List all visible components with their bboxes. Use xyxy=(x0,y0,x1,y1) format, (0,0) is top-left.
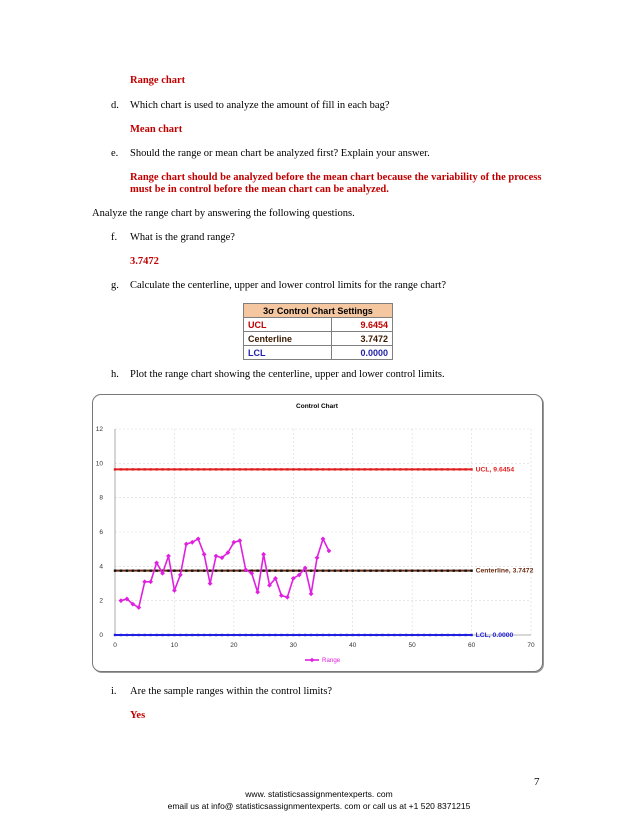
ucl-marker xyxy=(144,468,146,470)
lcl-marker xyxy=(132,634,134,636)
range-point xyxy=(142,579,147,584)
centerline-marker xyxy=(322,569,324,571)
lcl-label: LCL xyxy=(244,346,332,360)
centerline-label: Centerline, 3.7472 xyxy=(475,567,534,575)
lcl-marker xyxy=(149,634,151,636)
range-point xyxy=(255,590,260,595)
x-tick-label: 0 xyxy=(113,642,117,649)
ucl-marker xyxy=(268,468,270,470)
lcl-marker xyxy=(138,634,140,636)
range-point xyxy=(315,555,320,560)
centerline-marker xyxy=(399,569,401,571)
centerline-value: 3.7472 xyxy=(332,332,393,346)
ucl-marker xyxy=(441,468,443,470)
question-f-label: f. xyxy=(111,232,118,243)
ucl-marker xyxy=(256,468,258,470)
centerline-marker xyxy=(197,569,199,571)
range-point xyxy=(172,588,177,593)
ucl-marker xyxy=(464,468,466,470)
centerline-marker xyxy=(233,569,235,571)
ucl-marker xyxy=(447,468,449,470)
centerline-marker xyxy=(138,569,140,571)
lcl-marker xyxy=(453,634,455,636)
section-intro: Analyze the range chart by answering the following questions. xyxy=(92,208,355,219)
ucl-marker xyxy=(120,468,122,470)
centerline-marker xyxy=(387,569,389,571)
lcl-marker xyxy=(447,634,449,636)
ucl-marker xyxy=(286,468,288,470)
centerline-marker xyxy=(292,569,294,571)
centerline-marker xyxy=(209,569,211,571)
range-point xyxy=(119,598,124,603)
ucl-marker xyxy=(191,468,193,470)
question-i: Are the sample ranges within the control limits? xyxy=(130,686,333,697)
x-tick-label: 50 xyxy=(408,642,416,649)
lcl-marker xyxy=(423,634,425,636)
x-tick-label: 40 xyxy=(349,642,357,649)
lcl-marker xyxy=(209,634,211,636)
centerline-marker xyxy=(369,569,371,571)
centerline-marker xyxy=(114,569,116,571)
centerline-marker xyxy=(441,569,443,571)
lcl-marker xyxy=(126,634,128,636)
question-h-label: h. xyxy=(111,369,119,380)
lcl-marker xyxy=(304,634,306,636)
x-tick-label: 20 xyxy=(230,642,238,649)
centerline-marker xyxy=(334,569,336,571)
ucl-marker xyxy=(280,468,282,470)
lcl-marker xyxy=(286,634,288,636)
ucl-marker xyxy=(411,468,413,470)
ucl-marker xyxy=(179,468,181,470)
centerline-marker xyxy=(274,569,276,571)
ucl-marker xyxy=(304,468,306,470)
lcl-marker xyxy=(215,634,217,636)
y-tick-label: 0 xyxy=(99,632,103,639)
lcl-marker xyxy=(179,634,181,636)
ucl-marker xyxy=(352,468,354,470)
centerline-marker xyxy=(316,569,318,571)
ucl-marker xyxy=(405,468,407,470)
control-chart-frame xyxy=(92,394,543,672)
y-tick-label: 10 xyxy=(95,460,103,468)
centerline-marker xyxy=(340,569,342,571)
ucl-label: UCL xyxy=(244,318,332,332)
question-d: Which chart is used to analyze the amount of fill in each bag? xyxy=(130,100,390,111)
range-series-line xyxy=(121,539,329,608)
lcl-marker xyxy=(203,634,205,636)
ucl-marker xyxy=(221,468,223,470)
lcl-marker xyxy=(334,634,336,636)
centerline-marker xyxy=(120,569,122,571)
centerline-marker xyxy=(405,569,407,571)
lcl-value: 0.0000 xyxy=(332,346,393,360)
ucl-marker xyxy=(453,468,455,470)
lcl-marker xyxy=(316,634,318,636)
ucl-marker xyxy=(381,468,383,470)
ucl-marker xyxy=(423,468,425,470)
ucl-value: 9.6454 xyxy=(332,318,393,332)
ucl-marker xyxy=(132,468,134,470)
centerline-label: Centerline xyxy=(244,332,332,346)
lcl-marker xyxy=(256,634,258,636)
ucl-marker xyxy=(203,468,205,470)
centerline-marker xyxy=(262,569,264,571)
centerline-marker xyxy=(185,569,187,571)
lcl-marker xyxy=(363,634,365,636)
range-point xyxy=(202,552,207,557)
ucl-marker xyxy=(346,468,348,470)
lcl-marker xyxy=(357,634,359,636)
centerline-marker xyxy=(328,569,330,571)
centerline-marker xyxy=(411,569,413,571)
y-tick-label: 6 xyxy=(99,529,103,536)
range-point xyxy=(309,591,314,596)
centerline-marker xyxy=(417,569,419,571)
settings-table-title: 3σ Control Chart Settings xyxy=(244,304,393,318)
question-f: What is the grand range? xyxy=(130,232,235,243)
footer-contact: email us at info@ statisticsassignmentexperts. com or call us at +1 520 8371215 xyxy=(167,801,471,811)
lcl-marker xyxy=(280,634,282,636)
ucl-marker xyxy=(310,468,312,470)
ucl-marker xyxy=(126,468,128,470)
centerline-marker xyxy=(393,569,395,571)
chart-title: Control Chart xyxy=(296,403,338,410)
ucl-marker xyxy=(417,468,419,470)
lcl-marker xyxy=(292,634,294,636)
ucl-marker xyxy=(470,468,472,470)
lcl-marker xyxy=(233,634,235,636)
lcl-marker xyxy=(191,634,193,636)
range-point xyxy=(148,579,153,584)
ucl-marker xyxy=(197,468,199,470)
lcl-marker xyxy=(387,634,389,636)
centerline-marker xyxy=(352,569,354,571)
ucl-marker xyxy=(250,468,252,470)
ucl-marker xyxy=(185,468,187,470)
lcl-marker xyxy=(405,634,407,636)
x-tick-label: 60 xyxy=(467,642,476,649)
ucl-marker xyxy=(233,468,235,470)
legend-marker xyxy=(310,658,314,662)
x-tick-label: 70 xyxy=(527,642,535,649)
ucl-marker xyxy=(215,468,217,470)
lcl-marker xyxy=(310,634,312,636)
lcl-marker xyxy=(411,634,413,636)
question-g: Calculate the centerline, upper and lower control limits for the range chart? xyxy=(130,280,447,291)
lcl-marker xyxy=(399,634,401,636)
centerline-marker xyxy=(381,569,383,571)
lcl-marker xyxy=(227,634,229,636)
lcl-marker xyxy=(435,634,437,636)
lcl-marker xyxy=(144,634,146,636)
ucl-marker xyxy=(155,468,157,470)
lcl-marker xyxy=(185,634,187,636)
centerline-marker xyxy=(203,569,205,571)
lcl-label: LCL, 0.0000 xyxy=(475,632,514,639)
centerline-marker xyxy=(298,569,300,571)
ucl-marker xyxy=(399,468,401,470)
centerline-marker xyxy=(375,569,377,571)
lcl-marker xyxy=(322,634,324,636)
x-tick-label: 10 xyxy=(170,642,179,649)
footer-website: www. statisticsassignmentexperts. com xyxy=(245,789,393,799)
ucl-marker xyxy=(227,468,229,470)
centerline-marker xyxy=(453,569,455,571)
lcl-marker xyxy=(417,634,419,636)
y-tick-label: 2 xyxy=(99,597,103,605)
lcl-marker xyxy=(393,634,395,636)
ucl-marker xyxy=(173,468,175,470)
lcl-marker xyxy=(173,634,175,636)
ucl-marker xyxy=(292,468,294,470)
ucl-marker xyxy=(239,468,241,470)
lcl-marker xyxy=(262,634,264,636)
centerline-marker xyxy=(346,569,348,571)
lcl-marker xyxy=(245,634,247,636)
centerline-marker xyxy=(464,569,466,571)
lcl-marker xyxy=(250,634,252,636)
question-i-label: i. xyxy=(111,686,117,697)
y-tick-label: 12 xyxy=(95,426,103,433)
centerline-marker xyxy=(470,569,472,571)
range-point xyxy=(237,538,242,543)
x-tick-label: 30 xyxy=(289,642,297,649)
range-point xyxy=(184,542,189,547)
question-d-label: d. xyxy=(111,100,119,111)
lcl-marker xyxy=(352,634,354,636)
centerline-marker xyxy=(173,569,175,571)
centerline-marker xyxy=(149,569,151,571)
centerline-marker xyxy=(429,569,431,571)
control-chart xyxy=(93,395,542,671)
ucl-marker xyxy=(435,468,437,470)
lcl-marker xyxy=(381,634,383,636)
ucl-marker xyxy=(357,468,359,470)
answer-e-line2: must be in control before the mean chart can be analyzed. xyxy=(130,184,389,195)
range-point xyxy=(261,552,266,557)
lcl-marker xyxy=(470,634,472,636)
ucl-marker xyxy=(262,468,264,470)
centerline-marker xyxy=(132,569,134,571)
page-number: 7 xyxy=(534,776,540,788)
ucl-label: UCL, 9.6454 xyxy=(475,466,515,474)
lcl-marker xyxy=(239,634,241,636)
centerline-marker xyxy=(310,569,312,571)
ucl-marker xyxy=(149,468,151,470)
range-point xyxy=(279,593,284,598)
range-point xyxy=(208,581,213,586)
centerline-marker xyxy=(447,569,449,571)
question-g-label: g. xyxy=(111,280,119,291)
centerline-marker xyxy=(357,569,359,571)
ucl-marker xyxy=(274,468,276,470)
lcl-marker xyxy=(375,634,377,636)
lcl-marker xyxy=(346,634,348,636)
question-e-label: e. xyxy=(111,148,119,159)
ucl-marker xyxy=(114,468,116,470)
lcl-marker xyxy=(221,634,223,636)
ucl-marker xyxy=(328,468,330,470)
centerline-marker xyxy=(215,569,217,571)
y-tick-label: 8 xyxy=(99,494,103,502)
ucl-marker xyxy=(138,468,140,470)
centerline-marker xyxy=(280,569,282,571)
centerline-marker xyxy=(227,569,229,571)
answer-f: 3.7472 xyxy=(130,256,159,267)
ucl-marker xyxy=(369,468,371,470)
centerline-marker xyxy=(458,569,460,571)
ucl-marker xyxy=(387,468,389,470)
ucl-marker xyxy=(340,468,342,470)
ucl-marker xyxy=(167,468,169,470)
question-e: Should the range or mean chart be analyzed first? Explain your answer. xyxy=(130,148,430,159)
lcl-marker xyxy=(429,634,431,636)
range-point xyxy=(285,595,290,600)
answer-c: Range chart xyxy=(130,75,186,86)
y-tick-label: 4 xyxy=(99,563,103,571)
ucl-marker xyxy=(245,468,247,470)
ucl-marker xyxy=(429,468,431,470)
centerline-marker xyxy=(144,569,146,571)
control-chart-settings-table xyxy=(243,303,393,360)
centerline-marker xyxy=(256,569,258,571)
lcl-marker xyxy=(464,634,466,636)
ucl-marker xyxy=(393,468,395,470)
ucl-marker xyxy=(363,468,365,470)
answer-e-line1: Range chart should be analyzed before the mean chart because the variability of the process xyxy=(130,172,542,183)
centerline-marker xyxy=(167,569,169,571)
lcl-marker xyxy=(274,634,276,636)
lcl-marker xyxy=(369,634,371,636)
answer-i: Yes xyxy=(130,710,146,721)
lcl-marker xyxy=(114,634,116,636)
centerline-marker xyxy=(268,569,270,571)
lcl-marker xyxy=(340,634,342,636)
centerline-marker xyxy=(286,569,288,571)
ucl-marker xyxy=(316,468,318,470)
lcl-marker xyxy=(120,634,122,636)
ucl-marker xyxy=(334,468,336,470)
centerline-marker xyxy=(423,569,425,571)
lcl-marker xyxy=(298,634,300,636)
centerline-marker xyxy=(126,569,128,571)
lcl-marker xyxy=(197,634,199,636)
lcl-marker xyxy=(458,634,460,636)
centerline-marker xyxy=(191,569,193,571)
ucl-marker xyxy=(322,468,324,470)
lcl-marker xyxy=(328,634,330,636)
lcl-marker xyxy=(155,634,157,636)
centerline-marker xyxy=(239,569,241,571)
lcl-marker xyxy=(167,634,169,636)
ucl-marker xyxy=(375,468,377,470)
lcl-marker xyxy=(161,634,163,636)
centerline-marker xyxy=(435,569,437,571)
lcl-marker xyxy=(268,634,270,636)
centerline-marker xyxy=(221,569,223,571)
ucl-marker xyxy=(209,468,211,470)
range-point xyxy=(178,573,183,578)
ucl-marker xyxy=(458,468,460,470)
ucl-marker xyxy=(298,468,300,470)
centerline-marker xyxy=(363,569,365,571)
lcl-marker xyxy=(441,634,443,636)
range-point xyxy=(214,554,219,559)
ucl-marker xyxy=(161,468,163,470)
range-point xyxy=(166,554,171,559)
answer-d: Mean chart xyxy=(130,124,183,135)
question-h: Plot the range chart showing the centerline, upper and lower control limits. xyxy=(130,369,445,380)
centerline-marker xyxy=(155,569,157,571)
legend-label: Range xyxy=(322,657,341,665)
